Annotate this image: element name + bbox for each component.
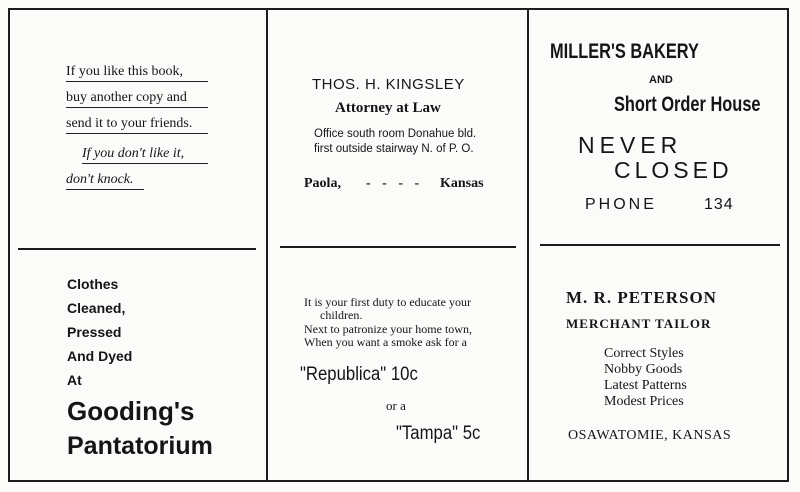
- cleaner-line-2: Cleaned,: [67, 300, 126, 316]
- book-line-2: buy another copy and: [66, 90, 208, 108]
- cleaner-line-3: Pressed: [67, 324, 122, 340]
- cleaner-line-4: And Dyed: [67, 348, 133, 364]
- divider-horizontal-left: [18, 248, 256, 250]
- tailor-name: M. R. PETERSON: [566, 288, 717, 307]
- cigar-brand-tampa: "Tampa" 5c: [396, 423, 481, 444]
- cleaner-name-2: Pantatorium: [67, 432, 213, 460]
- book-line-4: If you don't like it,: [82, 146, 208, 164]
- cigar-line-4: When you want a smoke ask for a: [304, 335, 467, 349]
- bakery-short-order: Short Order House: [614, 93, 761, 116]
- cigar-line-2: children.: [320, 308, 363, 322]
- cigar-or: or a: [386, 398, 406, 413]
- divider-horizontal-right: [540, 244, 780, 246]
- never-text: NEVER: [578, 132, 683, 158]
- office-line-1: Office south room Donahue bld.: [314, 128, 477, 140]
- tailor-item-2: Nobby Goods: [604, 362, 683, 377]
- tailor-town: OSAWATOMIE, KANSAS: [568, 428, 732, 443]
- book-line-3: send it to your friends.: [66, 116, 208, 134]
- closed-text: CLOSED: [614, 157, 733, 183]
- cigar-brand-republica: "Republica" 10c: [300, 364, 418, 385]
- tailor-item-3: Latest Patterns: [604, 378, 687, 393]
- book-line-5: don't knock.: [66, 172, 144, 190]
- office-state: Kansas: [440, 176, 484, 191]
- divider-vertical-right: [527, 8, 529, 482]
- attorney-title: Attorney at Law: [335, 100, 441, 116]
- office-dashes: - - - -: [366, 176, 424, 191]
- cleaner-line-1: Clothes: [67, 276, 119, 292]
- bakery-and: AND: [649, 74, 673, 86]
- attorney-name: THOS. H. KINGSLEY: [312, 76, 465, 93]
- cigar-line-1: It is your first duty to educate your: [304, 295, 471, 309]
- cigar-line-3: Next to patronize your home town,: [304, 322, 472, 336]
- bakery-name: MILLER'S BAKERY: [550, 40, 699, 63]
- office-city: Paola,: [304, 176, 341, 191]
- cleaner-line-5: At: [67, 372, 82, 388]
- phone-number: 134: [704, 196, 734, 213]
- book-line-1: If you like this book,: [66, 64, 208, 82]
- tailor-item-1: Correct Styles: [604, 346, 684, 361]
- divider-vertical-left: [266, 8, 268, 482]
- tailor-title: MERCHANT TAILOR: [566, 316, 712, 331]
- phone-label: PHONE: [585, 196, 657, 213]
- office-line-2: first outside stairway N. of P. O.: [314, 143, 474, 155]
- divider-horizontal-center: [280, 246, 516, 248]
- cleaner-name-1: Gooding's: [67, 396, 195, 426]
- tailor-item-4: Modest Prices: [604, 394, 684, 409]
